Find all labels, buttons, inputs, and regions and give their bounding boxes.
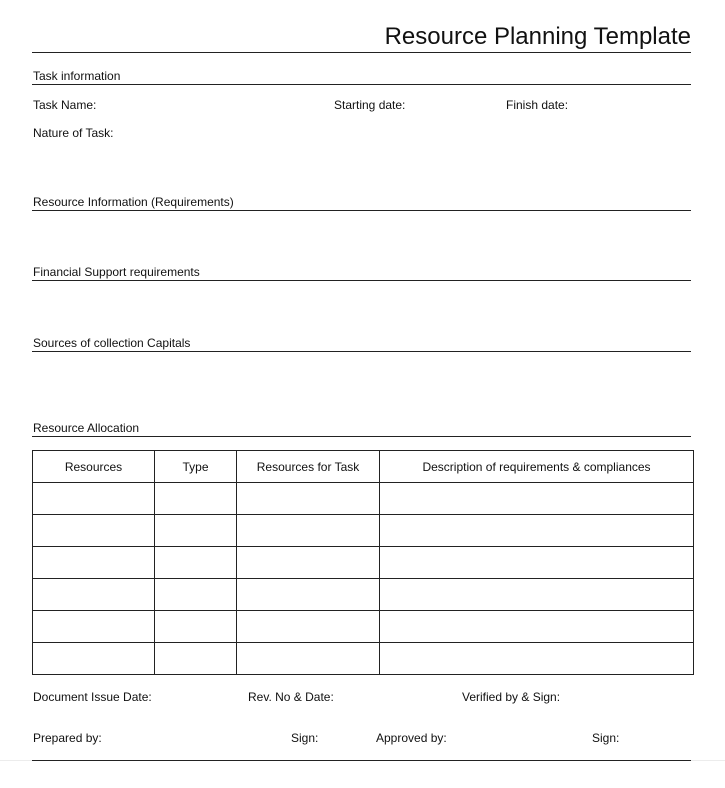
table-cell[interactable] bbox=[380, 483, 694, 515]
verified-by-sign-label: Verified by & Sign: bbox=[462, 690, 561, 704]
page-edge-line bbox=[691, 760, 725, 761]
sign-label: Sign: bbox=[291, 731, 319, 745]
table-cell[interactable] bbox=[33, 547, 155, 579]
table-cell[interactable] bbox=[237, 547, 380, 579]
page-title: Resource Planning Template bbox=[384, 23, 691, 50]
section-resource-allocation: Resource Allocation bbox=[33, 421, 140, 435]
table-row bbox=[33, 483, 694, 515]
document-issue-date-label: Document Issue Date: bbox=[33, 690, 152, 704]
section-divider bbox=[32, 280, 691, 281]
table-header-row bbox=[33, 451, 694, 483]
table-row bbox=[33, 643, 694, 675]
section-divider bbox=[32, 84, 691, 85]
title-divider bbox=[32, 52, 691, 53]
table-cell[interactable] bbox=[155, 515, 237, 547]
header-resources: Resources bbox=[33, 451, 155, 483]
section-divider bbox=[32, 436, 691, 437]
section-task-information: Task information bbox=[33, 69, 121, 83]
table-row bbox=[33, 547, 694, 579]
table-cell[interactable] bbox=[380, 579, 694, 611]
prepared-by-label: Prepared by: bbox=[33, 731, 102, 745]
section-financial-support: Financial Support requirements bbox=[33, 265, 200, 279]
table-cell[interactable] bbox=[380, 515, 694, 547]
table-row bbox=[33, 611, 694, 643]
table-cell[interactable] bbox=[155, 483, 237, 515]
header-description: Description of requirements & compliances bbox=[380, 451, 694, 483]
resource-allocation-table bbox=[32, 450, 694, 675]
section-resource-information: Resource Information (Requirements) bbox=[33, 195, 234, 209]
table-cell[interactable] bbox=[237, 611, 380, 643]
table-cell[interactable] bbox=[237, 579, 380, 611]
sign-label: Sign: bbox=[592, 731, 620, 745]
header-type: Type bbox=[155, 451, 237, 483]
footer-divider bbox=[32, 760, 691, 761]
table-cell[interactable] bbox=[33, 611, 155, 643]
table-cell[interactable] bbox=[33, 483, 155, 515]
table-cell[interactable] bbox=[33, 515, 155, 547]
table-cell[interactable] bbox=[237, 515, 380, 547]
table-row bbox=[33, 515, 694, 547]
table-cell[interactable] bbox=[155, 611, 237, 643]
table-cell[interactable] bbox=[380, 643, 694, 675]
table-cell[interactable] bbox=[380, 547, 694, 579]
table-cell[interactable] bbox=[155, 643, 237, 675]
table-cell[interactable] bbox=[237, 643, 380, 675]
section-divider bbox=[32, 210, 691, 211]
section-divider bbox=[32, 351, 691, 352]
table-cell[interactable] bbox=[155, 547, 237, 579]
nature-of-task-label: Nature of Task: bbox=[33, 126, 114, 140]
approved-by-label: Approved by: bbox=[376, 731, 447, 745]
table-row bbox=[33, 579, 694, 611]
table-cell[interactable] bbox=[380, 611, 694, 643]
table-cell[interactable] bbox=[33, 579, 155, 611]
page-edge-line bbox=[0, 760, 32, 761]
table-cell[interactable] bbox=[237, 483, 380, 515]
starting-date-label: Starting date: bbox=[334, 98, 406, 112]
finish-date-label: Finish date: bbox=[506, 98, 569, 112]
table-cell[interactable] bbox=[33, 643, 155, 675]
task-name-label: Task Name: bbox=[33, 98, 97, 112]
section-sources-capitals: Sources of collection Capitals bbox=[33, 336, 191, 350]
header-resources-for-task: Resources for Task bbox=[237, 451, 380, 483]
rev-no-date-label: Rev. No & Date: bbox=[248, 690, 334, 704]
table-cell[interactable] bbox=[155, 579, 237, 611]
